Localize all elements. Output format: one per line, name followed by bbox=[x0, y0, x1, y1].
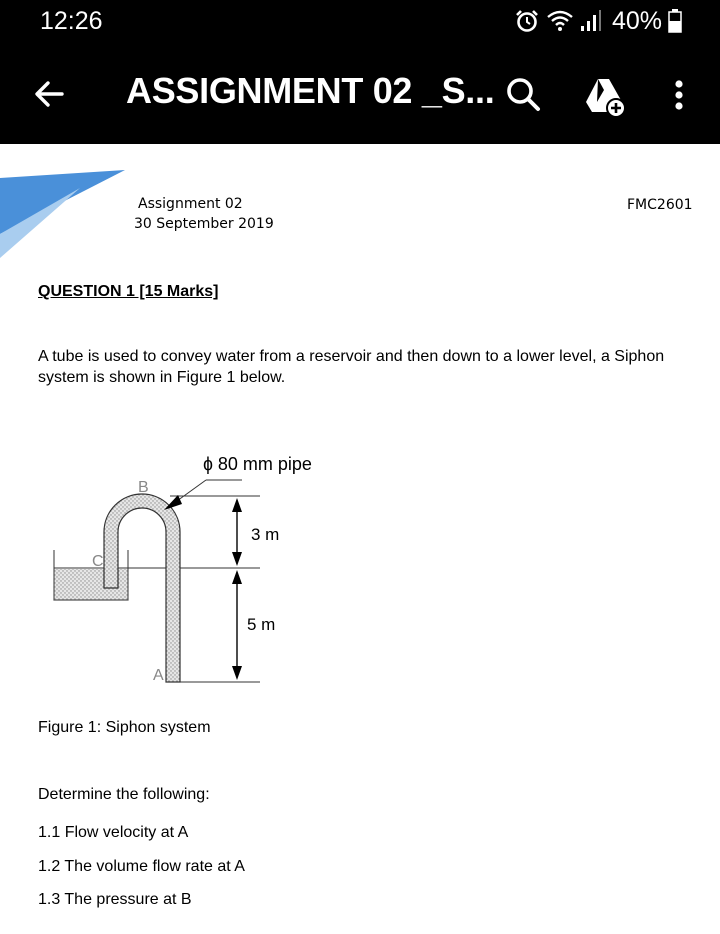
siphon-pipe bbox=[104, 494, 180, 682]
drive-add-icon bbox=[582, 72, 628, 118]
signal-icon bbox=[580, 8, 602, 34]
siphon-figure bbox=[40, 444, 360, 684]
pipe-diameter-label: ɸ 80 mm pipe bbox=[203, 454, 312, 474]
task-item: 1.1 Flow velocity at A bbox=[38, 824, 189, 841]
status-time: 12:26 bbox=[40, 7, 103, 35]
task-item: 1.2 The volume flow rate at A bbox=[38, 858, 245, 875]
back-button[interactable] bbox=[26, 72, 74, 116]
determine-heading: Determine the following: bbox=[38, 786, 210, 803]
header-assignment: Assignment 02 bbox=[138, 196, 243, 212]
status-icons bbox=[514, 6, 682, 36]
status-bar bbox=[0, 0, 720, 44]
search-icon bbox=[500, 72, 546, 118]
app-bar bbox=[0, 44, 720, 144]
question-intro: A tube is used to convey water from a reservoir and then down to a lower level, a Siphon system is shown in Figure 1 below. bbox=[38, 348, 665, 386]
point-a-label: A bbox=[153, 667, 164, 684]
point-c-label: C bbox=[92, 553, 104, 570]
header-module-code: FMC2601 bbox=[627, 197, 693, 213]
figure-caption: Figure 1: Siphon system bbox=[38, 719, 211, 736]
header-decoration bbox=[0, 170, 130, 260]
document-page[interactable] bbox=[0, 144, 720, 934]
header-date: 30 September 2019 bbox=[134, 216, 274, 232]
wifi-icon bbox=[546, 8, 574, 34]
more-vert-icon bbox=[664, 72, 694, 118]
battery-icon bbox=[668, 9, 682, 33]
question-title: QUESTION 1 [15 Marks] bbox=[38, 283, 219, 300]
alarm-icon bbox=[514, 8, 540, 34]
dimension-5m-label: 5 m bbox=[247, 615, 276, 634]
more-options-button[interactable] bbox=[664, 72, 694, 118]
battery-percent: 40% bbox=[611, 6, 662, 35]
back-arrow-icon bbox=[26, 72, 74, 116]
add-to-drive-button[interactable] bbox=[582, 72, 628, 118]
task-item: 1.3 The pressure at B bbox=[38, 891, 192, 908]
dimension-3m-label: 3 m bbox=[251, 525, 280, 544]
search-button[interactable] bbox=[500, 72, 546, 118]
document-title: ASSIGNMENT 02 _S... bbox=[126, 70, 495, 111]
point-b-label: B bbox=[138, 479, 149, 496]
